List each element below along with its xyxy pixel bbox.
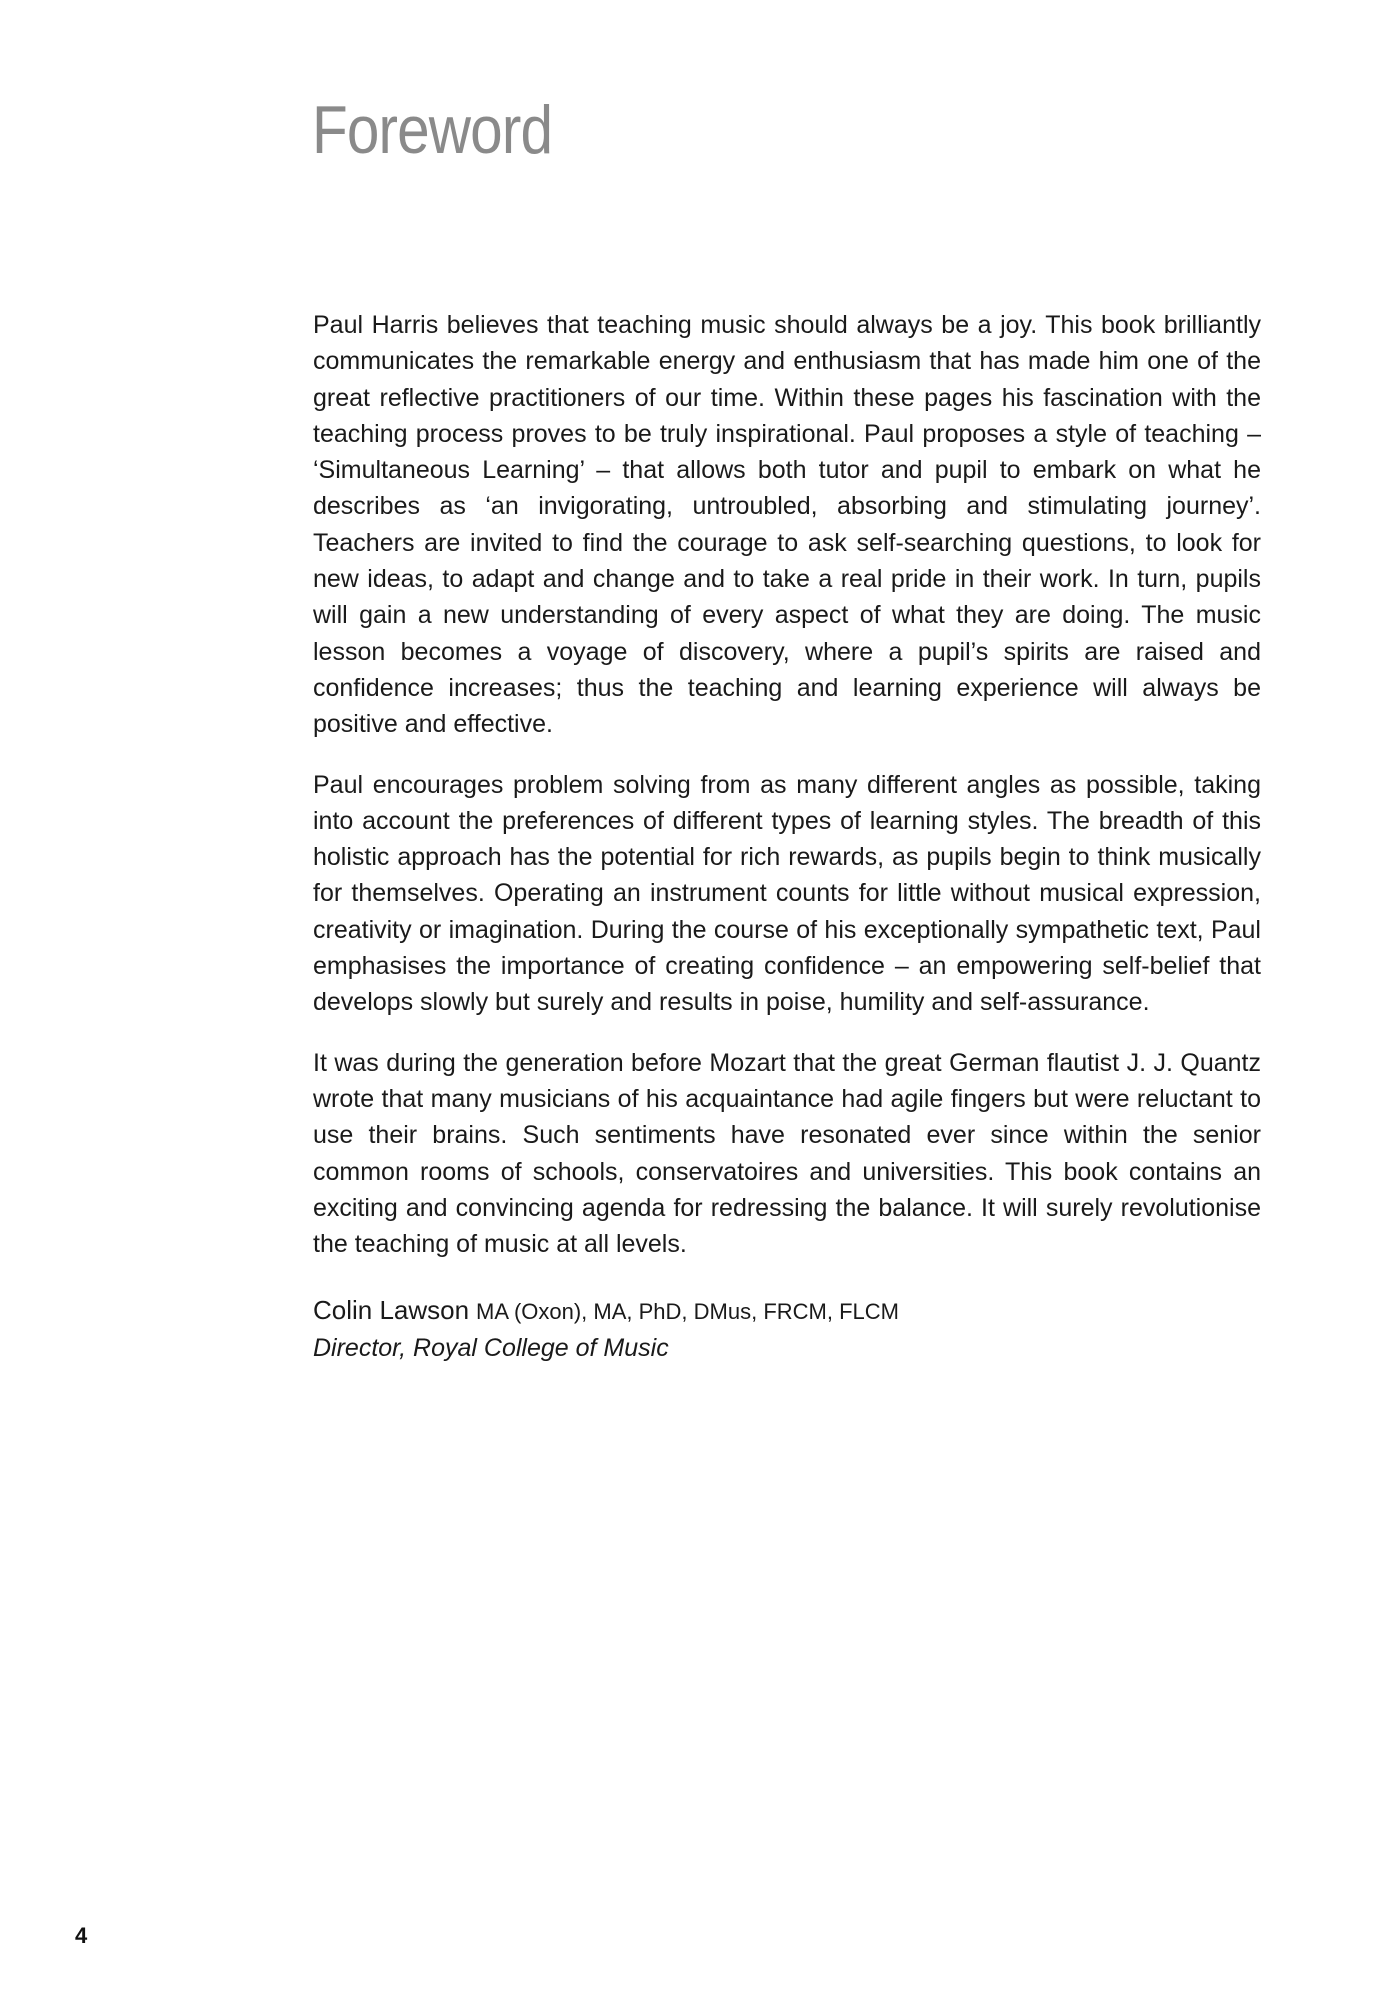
author-name: Colin Lawson — [313, 1295, 470, 1326]
page-number: 4 — [75, 1923, 88, 1948]
author-role: Director, Royal College of Music — [313, 1334, 669, 1363]
foreword-body — [313, 307, 1261, 1367]
paragraph-2: Paul encourages problem solving from as many different angles as possible, taking into account the preferences of different types of learning styles. The breadth of this holistic approach has the potential for rich rewards, as pupils begin to think musically for themselves. Operating an instrument counts for little without musical expression, creativity or imagination. During the course of his exceptionally sympathetic text, Paul emphasises the importance of creating confidence – an empowering self-belief that develops slowly but surely and results in poise, humility and self-assurance. — [313, 770, 1261, 1017]
paragraph-3: It was during the generation before Mozart that the great German flautist J. J. Quantz wrote that many musicians of his acquaintance had agile fingers but were reluctant to use their brains. Such sentiments have resonated ever since within the senior common rooms of schools, conservatoires and universities. This book contains an exciting and convincing agenda for redressing the balance. It will surely revolutionise the teaching of music at all levels. — [313, 1048, 1261, 1259]
paragraph-1: Paul Harris believes that teaching music should always be a joy. This book brilliantly communicates the remarkable energy and enthusiasm that has made him one of the great reflective practitioners of our time. Within these pages his fascination with the teaching process proves to be truly inspirational. Paul proposes a style of teaching – ‘Simultaneous Learning’ – that allows both tutor and pupil to embark on what he describes as ‘an invigorating, untroubled, absorbing and stimulating journey’. Teachers are invited to find the courage to ask self-searching questions, to look for new ideas, to adapt and change and to take a real pride in their work. In turn, pupils will gain a new understanding of every aspect of what they are doing. The music lesson becomes a voyage of discovery, where a pupil’s spirits are raised and confidence increases; thus the teaching and learning experience will always be positive and effective. — [313, 311, 1261, 739]
page-title: Foreword — [312, 92, 553, 168]
signature-block — [313, 1292, 1261, 1367]
author-credentials: MA (Oxon), MA, PhD, DMus, FRCM, FLCM — [476, 1299, 899, 1325]
